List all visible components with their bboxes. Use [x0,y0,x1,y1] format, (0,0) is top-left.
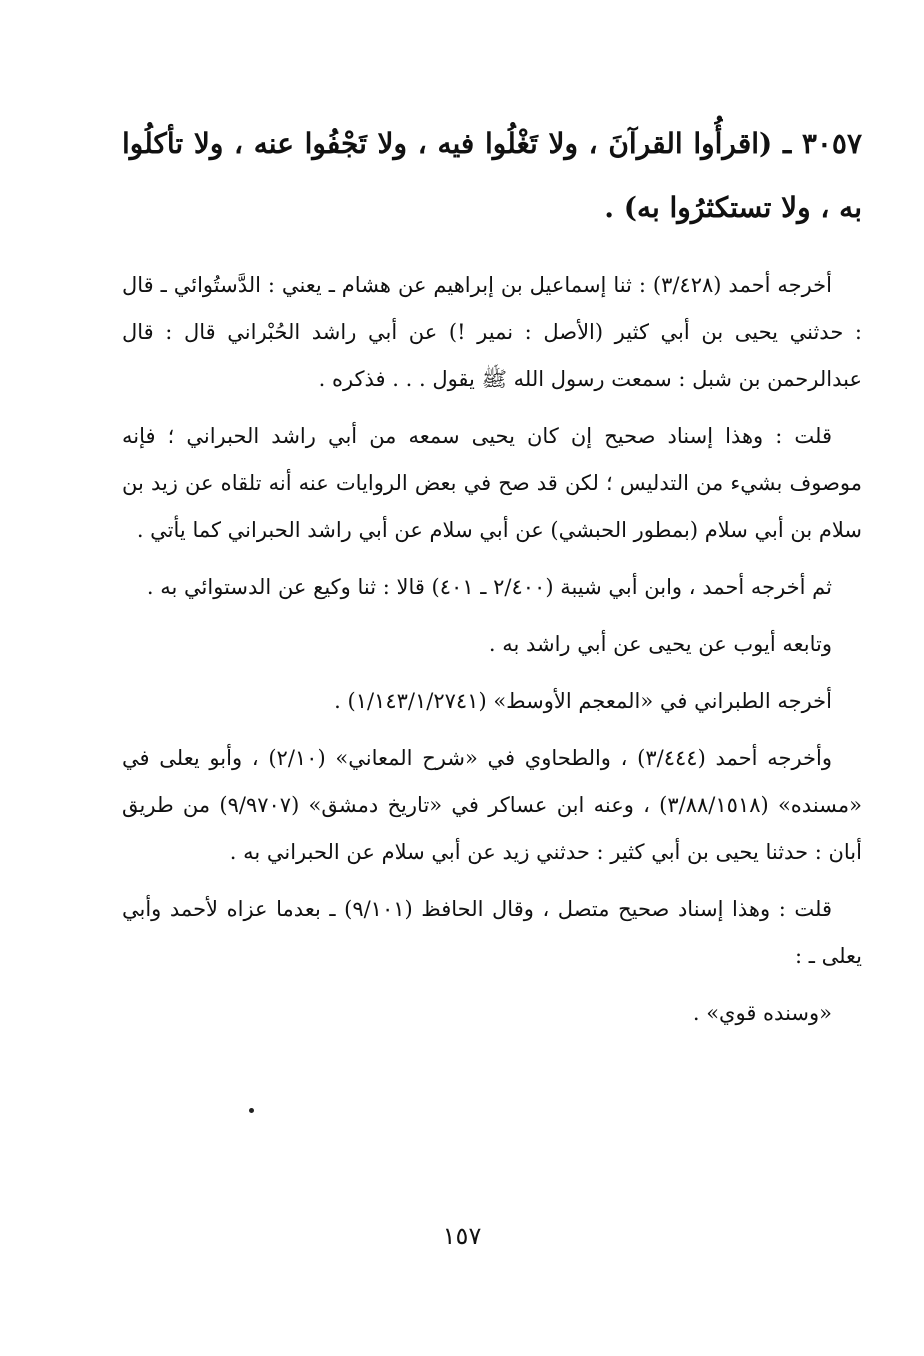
paragraph-quote: «وسنده قوي» . [692,1001,832,1025]
page-number: ١٥٧ [442,1222,482,1250]
paragraph-takhrij-ahmad: أخرجه أحمد (٣/٤٢٨) : ثنا إسماعيل بن إبراهيم عن هشام ـ يعني : الدَّستُوائي ـ قال : حدثني يحيى بن أبي كثير (الأصل : نمير !) عن أبي راشد الحُبْراني قال : قال عبدالرحمن بن شبل : سمعت رسول الله ﷺ يقول . . . فذكره . [122,273,862,391]
hadith-heading: ٣٠٥٧ ـ (اقرأُوا القرآنَ ، ولا تَغْلُوا فيه ، ولا تَجْفُوا عنه ، ولا تأكلُوا به ، ولا تستكثرُوا به) . [122,127,862,224]
paragraph-tabarani: أخرجه الطبراني في «المعجم الأوسط» (١/١٤٣/١/٢٧٤١) . [334,689,832,713]
paragraph-aban-route: وأخرجه أحمد (٣/٤٤٤) ، والطحاوي في «شرح المعاني» (٢/١٠) ، وأبو يعلى في «مسنده» (٣/٨٨/١٥١٨) ، وعنه ابن عساكر في «تاريخ دمشق» (٩/٩٧٠٧) من طريق أبان : حدثنا يحيى بن أبي كثير : حدثني زيد عن أبي سلام عن الحبراني به . [122,746,862,864]
page-content [122,112,862,1047]
paragraph-hafiz-comment: قلت : وهذا إسناد صحيح متصل ، وقال الحافظ (٩/١٠١) ـ بعدما عزاه لأحمد وأبي يعلى ـ : [122,897,862,968]
paragraph-isnad-comment: قلت : وهذا إسناد صحيح إن كان يحيى سمعه من أبي راشد الحبراني ؛ فإنه موصوف بشيء من التدليس ؛ لكن قد صح في بعض الروايات عنه أنه تلقاه عن زيد بن سلام بن أبي سلام (بمطور الحبشي) عن أبي سلام عن أبي راشد الحبراني كما يأتي . [122,424,862,542]
paragraph-ayyub: وتابعه أيوب عن يحيى عن أبي راشد به . [488,632,832,656]
paragraph-ibn-abi-shaybah: ثم أخرجه أحمد ، وابن أبي شيبة (٢/٤٠٠ ـ ٤٠١) قالا : ثنا وكيع عن الدستوائي به . [146,575,832,599]
stray-dot-mark [249,1108,254,1113]
